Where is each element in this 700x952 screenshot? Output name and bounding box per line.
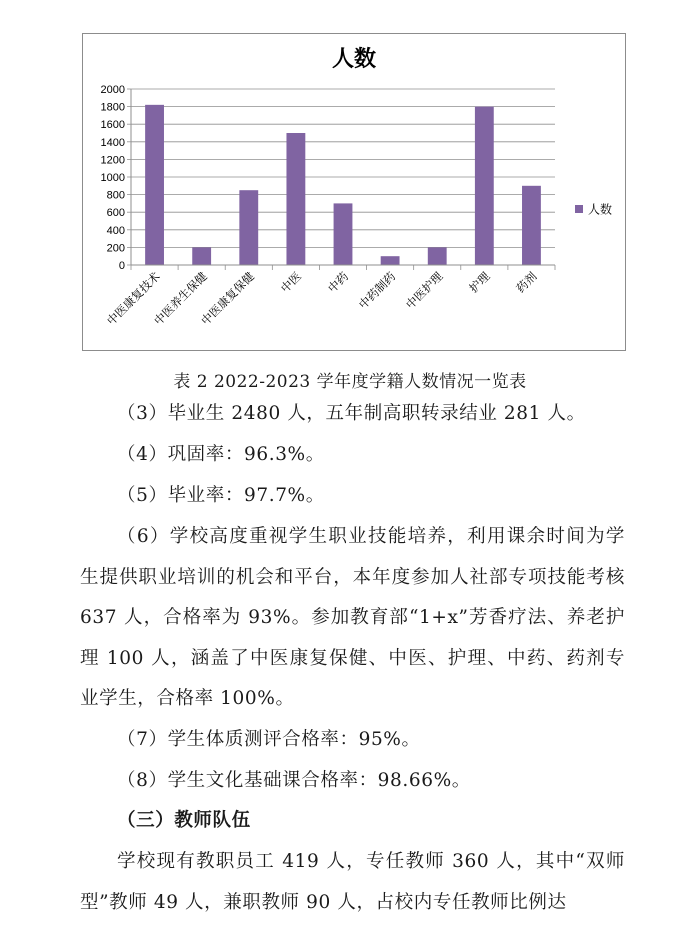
bar-series: [145, 105, 541, 265]
y-tick-label: 600: [106, 207, 125, 220]
bar: [286, 133, 305, 265]
bar: [192, 247, 211, 265]
bar: [145, 105, 164, 265]
y-tick-label: 1600: [100, 119, 125, 132]
chart-title: 人数: [331, 46, 377, 71]
bar: [381, 256, 400, 265]
paragraph-teacher-staff: 学校现有教职员工 419 人，专任教师 360 人，其中“双师型”教师 49 人，兼职教师 90 人，占校内专任教师比例达: [80, 851, 625, 913]
y-tick-label: 400: [106, 224, 125, 237]
y-tick-label: 0: [118, 260, 125, 272]
legend-swatch: [575, 205, 583, 213]
bar: [428, 247, 447, 265]
table-caption: 表 2 2022-2023 学年度学籍人数情况一览表: [173, 372, 527, 392]
bar-chart: [82, 33, 626, 351]
y-tick-label: 800: [106, 189, 125, 202]
x-tick-label: 中药: [324, 269, 352, 296]
bar: [522, 186, 541, 265]
y-axis-ticks: [101, 84, 131, 272]
chart-legend: [575, 202, 612, 217]
y-tick-label: 2000: [100, 84, 125, 96]
bar: [334, 203, 353, 265]
y-tick-label: 1000: [100, 172, 125, 184]
legend-label: 人数: [588, 202, 613, 217]
y-tick-label: 1800: [100, 101, 125, 114]
chart-canvas: [83, 34, 625, 350]
paragraph-retention-rate: （4）巩固率：96.3%。: [117, 444, 325, 465]
x-tick-label: 药剂: [513, 269, 540, 296]
section-title-teachers: （三）教师队伍: [117, 810, 251, 831]
paragraph-physical-fitness: （7）学生体质测评合格率：95%。: [117, 729, 421, 750]
paragraph-skills-training: （6）学校高度重视学生职业技能培养，利用课余时间为学生提供职业培训的机会和平台，本年度参加人社部专项技能考核 637 人，合格率为 93%。参加教育部“1+x”芳香疗法、养老护理 100 人，涵盖了中医康复保健、中医、护理、中药、药剂专业学生，合格率 100%。: [80, 526, 625, 710]
paragraph-graduates: （3）毕业生 2480 人，五年制高职转录结业 281 人。: [117, 403, 586, 424]
x-tick-label: 中医康复保健: [198, 269, 257, 328]
y-tick-label: 1400: [100, 136, 125, 149]
x-tick-label: 中医康复技术: [103, 269, 163, 328]
x-tick-label: 中医养生保健: [151, 269, 210, 328]
x-tick-label: 中医: [277, 269, 305, 296]
bar: [475, 107, 494, 265]
paragraph-culture-courses: （8）学生文化基础课合格率：98.66%。: [117, 770, 471, 791]
x-tick-label: 护理: [466, 269, 493, 296]
x-tick-label: 中药制药: [355, 269, 399, 312]
y-tick-label: 200: [106, 242, 125, 255]
y-tick-label: 1200: [100, 154, 125, 167]
bar: [239, 190, 258, 265]
x-axis-ticks: [104, 265, 555, 328]
paragraph-graduation-rate: （5）毕业率：97.7%。: [117, 485, 325, 506]
x-tick-label: 中医护理: [402, 269, 446, 312]
